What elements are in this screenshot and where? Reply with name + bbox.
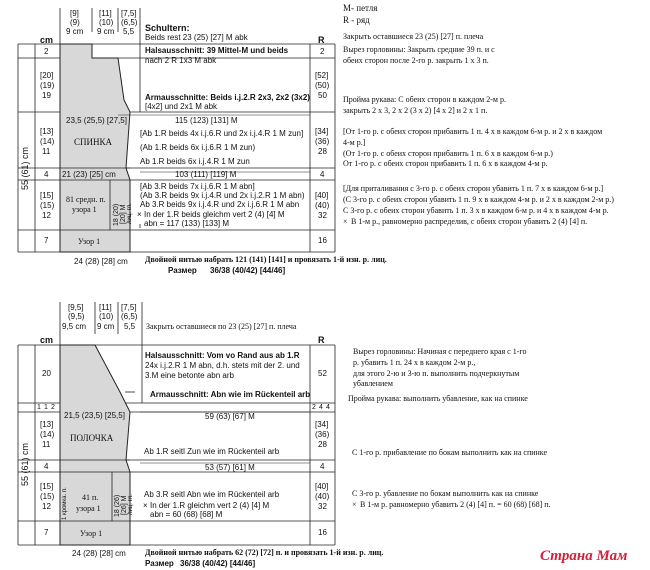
increase-instr: [Ab 1.R beids 4x i.j.6.R und 2x i.j.4.R 1 M zun]: [140, 129, 304, 138]
side-stitches: лиц. гл.: [128, 494, 134, 515]
row-r: 4: [320, 170, 325, 179]
ru-instr: Вырез горловины: Начиная с переднего края с 1-го: [353, 347, 527, 356]
stitch-col-2: 9 cm: [97, 27, 115, 36]
ru-instr: С 1-го р. прибавление по бокам выполнить как на спинке: [352, 448, 548, 457]
legend-row: R - ряд: [343, 15, 370, 25]
row-cm: 11: [42, 147, 51, 156]
r-header: R: [318, 35, 325, 45]
row-r: [34]: [315, 127, 329, 136]
increase-instr: Ab 1.R beids 6x i.j.4.R 1 M zun: [140, 157, 250, 166]
row-cm: [15]: [40, 482, 54, 491]
stitch-col-3: [7,5]: [121, 303, 137, 312]
row-r: (50): [315, 81, 330, 90]
row-r: 16: [318, 528, 327, 537]
pattern1-label: Узор 1: [78, 237, 101, 246]
ru-instr: 4-м р.]: [343, 138, 366, 147]
size-value: 36/38 (40/42) [44/46]: [210, 266, 286, 275]
pattern2-label: узора 1: [76, 504, 101, 513]
row-cm: 20: [42, 369, 51, 378]
row-r: (40): [315, 492, 330, 501]
cross-icon: ×: [143, 501, 148, 510]
ru-instr: С 3-го р. с обеих сторон убавить 1 п. 3 х в каждом 6-м р. и 4 х в каждом 4-м р.: [343, 206, 609, 215]
cross-icon: ×: [137, 210, 142, 219]
stitch-col-3: 5,5: [124, 322, 136, 331]
row-r: [40]: [315, 191, 329, 200]
width-bottom: 24 (28) [28] cm: [72, 549, 126, 558]
stitch-col-2: [11]: [99, 303, 112, 312]
row-r: 16: [318, 236, 327, 245]
stitch-count-lower: 53 (57) [61] M: [205, 463, 255, 472]
piece-name: СПИНКА: [74, 137, 113, 147]
side-stitches: 18 (26): [114, 494, 121, 517]
row-cm: [15]: [40, 191, 54, 200]
increase-instr: Ab 1.R seitl Zun wie im Rückenteil arb: [144, 447, 280, 456]
total-height: 55 (61) cm: [20, 146, 30, 190]
ru-instr: [Для приталивания с 3-го р. с обеих сторон убавить 1 п. 7 х в каждом 6-м р.]: [343, 184, 604, 193]
edge-stitch: 1 кромка. п.: [62, 487, 68, 520]
stitch-col-3: 5,5: [123, 27, 135, 36]
pattern1-label: Узор 1: [80, 529, 103, 538]
ru-instr: От 1-го р. с обеих сторон прибавить 1 п. 6 х в каждом 4-м р.: [343, 159, 548, 168]
row-r: (36): [315, 430, 330, 439]
stitch-col-3: (6,5): [121, 18, 138, 27]
cast-on-text: Двойной нитью набрать 121 (141) [141] и провязать 1-й изн. р. лиц.: [145, 255, 387, 264]
armhole-instr: Armausschnitt: Abn wie im Rückenteil arb: [150, 390, 311, 399]
ru-instr: Закрыть оставшиеся 23 (25) [27] п. плеча: [343, 32, 484, 41]
neckline-instr: nach 2 R 1x3 M abk: [145, 56, 217, 65]
row-cm: [13]: [40, 420, 54, 429]
row-r: 4: [320, 462, 325, 471]
row-cm: 11: [42, 440, 51, 449]
ru-instr: закрыть 2 х 3, 2 х 2 (3 х 2) [4 х 2] и 2 х 1 п.: [343, 106, 488, 115]
neckline-instr: Halsausschnitt: 39 Mittel-M und beids: [145, 46, 289, 55]
neckline-instr: 3.M eine betonte abn arb: [145, 371, 234, 380]
decrease-instr: abn = 117 (133) [133] M: [144, 219, 230, 228]
side-stitches: [20] M: [120, 204, 127, 224]
stitch-col-2: [11]: [99, 9, 112, 18]
cm-header: cm: [40, 35, 54, 45]
stitch-col-1: 9 cm: [66, 27, 84, 36]
pattern2-label: 41 п.: [82, 493, 99, 502]
width-upper: 23,5 (25,5) [27,5]: [66, 116, 127, 125]
decrease-instr: Ab 3.R beids 9x i.j.4.R und 2x i.j.6.R 1 M abn: [140, 200, 300, 209]
row-cm: 2: [44, 47, 49, 56]
ru-instr: Вырез горловины: Закрыть средние 39 п. и с: [343, 45, 495, 54]
stitch-col-3: [7,5]: [121, 9, 137, 18]
row-cm: 4: [44, 170, 49, 179]
neckline-instr: Halsausschnitt: Vom vo Rand aus ab 1.R: [145, 351, 300, 360]
ru-instr: (От 1-го р. с обеих сторон прибавить 1 п. 6 х в каждом 6-м р.): [343, 149, 553, 158]
side-stitches: [26] M: [121, 495, 128, 515]
increase-instr: (Ab 1.R beids 6x i.j.6.R 1 M zun): [140, 143, 256, 152]
stitch-col-1: 9,5 cm: [62, 322, 87, 331]
row-r: 4: [319, 404, 323, 411]
cross-icon: ×: [343, 217, 348, 226]
row-cm: 12: [42, 502, 51, 511]
pattern2-label: 81 средн. п.: [66, 195, 106, 204]
ru-instr: [От 1-го р. с обеих сторон прибавить 1 п. 4 х в каждом 6-м р. и 2 х в каждом: [343, 127, 603, 136]
stitch-col-2: (10): [99, 312, 114, 321]
stitch-col-2: (10): [99, 18, 114, 27]
row-cm: 19: [42, 91, 51, 100]
row-r: 28: [318, 147, 327, 156]
row-cm: (19): [40, 81, 55, 90]
row-r: 28: [318, 440, 327, 449]
row-cm: 7: [44, 528, 49, 537]
row-r: 50: [318, 91, 327, 100]
stitch-col-3: (6,5): [121, 312, 138, 321]
schultern-text: Beids rest 23 (25) [27] M abk: [145, 33, 248, 42]
side-stitches: лиц. гл.: [127, 203, 133, 224]
cm-header: cm: [40, 335, 54, 345]
row-cm: (14): [40, 137, 55, 146]
pattern2-label: узора 1: [72, 205, 97, 214]
row-cm: (15): [40, 201, 55, 210]
size-value: 36/38 (40/42) [44/46]: [180, 559, 256, 568]
row-r: (40): [315, 201, 330, 210]
stitch-count-upper: 115 (123) [131] M: [175, 116, 238, 125]
ru-instr: (С 3-го р. с обеих сторон убавить 1 п. 9 х в каждом 4-м р. и 2 х в каждом 2-м р.): [343, 195, 614, 204]
row-r: 2: [312, 404, 316, 411]
row-cm: 4: [44, 462, 49, 471]
ru-instr: В 1-м р., равномерно распределив, с обеих сторон убавить 2 (4) [4] п.: [351, 217, 588, 226]
legend-stitch: М- петля: [343, 3, 378, 13]
row-cm: 12: [42, 211, 51, 220]
row-r: (36): [315, 137, 330, 146]
shoulder-instr: Закрыть оставшиеся по 23 (25) [27] п. плеча: [146, 322, 297, 331]
row-r: [40]: [315, 482, 329, 491]
row-cm: [20]: [40, 71, 54, 80]
ru-instr: С 3-го р. убавление по бокам выполнить как на спинке: [352, 489, 539, 498]
ru-instr: р. убавить 1 п. 24 х в каждом 2-м р.,: [353, 358, 476, 367]
row-r: 4: [326, 404, 330, 411]
armhole-instr: Armausschnitte: Beids i.j.2.R 2x3, 2x2 (3x2): [145, 93, 310, 102]
decrease-instr: Ab 3.R seitl Abn wie im Rückenteil arb: [144, 490, 280, 499]
cast-on-text: Двойной нитью набрать 62 (72) [72] п. и провязать 1-й изн. р. лиц.: [145, 548, 384, 557]
stitch-col-1: (9): [70, 18, 80, 27]
total-height: 55 (61) cm: [20, 442, 30, 486]
schultern-label: Schultern:: [145, 23, 190, 33]
decrease-instr: In der 1.R gleichm vert 2 (4) [4] M: [150, 501, 270, 510]
row-cm: (15): [40, 492, 55, 501]
neckline-instr: 24x i.j.2.R 1 M abn, d.h. stets mit der 2. und: [145, 361, 300, 370]
size-label: Размер: [168, 266, 197, 275]
ru-instr: убавлением: [353, 379, 393, 388]
decrease-instr: [Ab 3.R beids 7x i.j.6.R 1 M abn]: [140, 182, 255, 191]
size-label: Размер: [145, 559, 174, 568]
r-header: R: [318, 335, 325, 345]
piece-name: ПОЛОЧКА: [70, 433, 114, 443]
row-cm: 1: [37, 404, 41, 411]
ru-instr: обеих сторон после 2-го р. закрыть 1 х 3 п.: [343, 56, 489, 65]
decrease-instr: (Ab 3.R beids 9x i.j.4.R und 2x i.j.2.R 1 M abn): [140, 191, 305, 200]
stitch-col-1: (9,5): [68, 312, 85, 321]
stitch-count-lower: 103 (111) [119] M: [175, 170, 237, 179]
row-r: 32: [318, 502, 327, 511]
stitch-col-1: [9]: [70, 9, 79, 18]
row-r: 32: [318, 211, 327, 220]
stitch-col-1: [9,5]: [68, 303, 84, 312]
width-upper: 21,5 (23,5) [25,5]: [64, 411, 125, 420]
row-cm: (14): [40, 430, 55, 439]
ru-instr: Пройма рукава: выполнить убавление, как на спинке: [348, 394, 528, 403]
decrease-instr: In der 1.R beids gleichm vert 2 (4) [4] M: [144, 210, 285, 219]
armhole-instr: [4x2] und 2x1 M abk: [145, 102, 218, 111]
side-stitches: 18 (20): [113, 203, 120, 226]
ru-instr: Пройма рукава: С обеих сторон в каждом 2-м р.: [343, 95, 506, 104]
row-r: 52: [318, 369, 327, 378]
width-bottom: 24 (28) [28] cm: [74, 257, 128, 266]
stitch-col-2: 9 cm: [97, 322, 115, 331]
decrease-instr: abn = 60 (68) [68] M: [150, 510, 223, 519]
row-r: [52]: [315, 71, 329, 80]
row-cm: 7: [44, 236, 49, 245]
watermark-logo: Страна Мам: [540, 548, 628, 564]
row-cm: [13]: [40, 127, 54, 136]
row-cm: 1: [44, 404, 48, 411]
ru-instr: для этого 2-ю и 3-ю п. выполнить подчеркнутым: [353, 369, 520, 378]
stitch-count-upper: 59 (63) [67] M: [205, 412, 255, 421]
row-r: 2: [320, 47, 325, 56]
row-cm: 2: [51, 404, 55, 411]
width-lower: 21 (23) [25] cm: [62, 170, 116, 179]
row-r: [34]: [315, 420, 329, 429]
ru-instr: В 1-м р. равномерно убавить 2 (4) [4] п. = 60 (68) [68] п.: [360, 500, 551, 509]
cross-icon: ×: [352, 500, 357, 509]
